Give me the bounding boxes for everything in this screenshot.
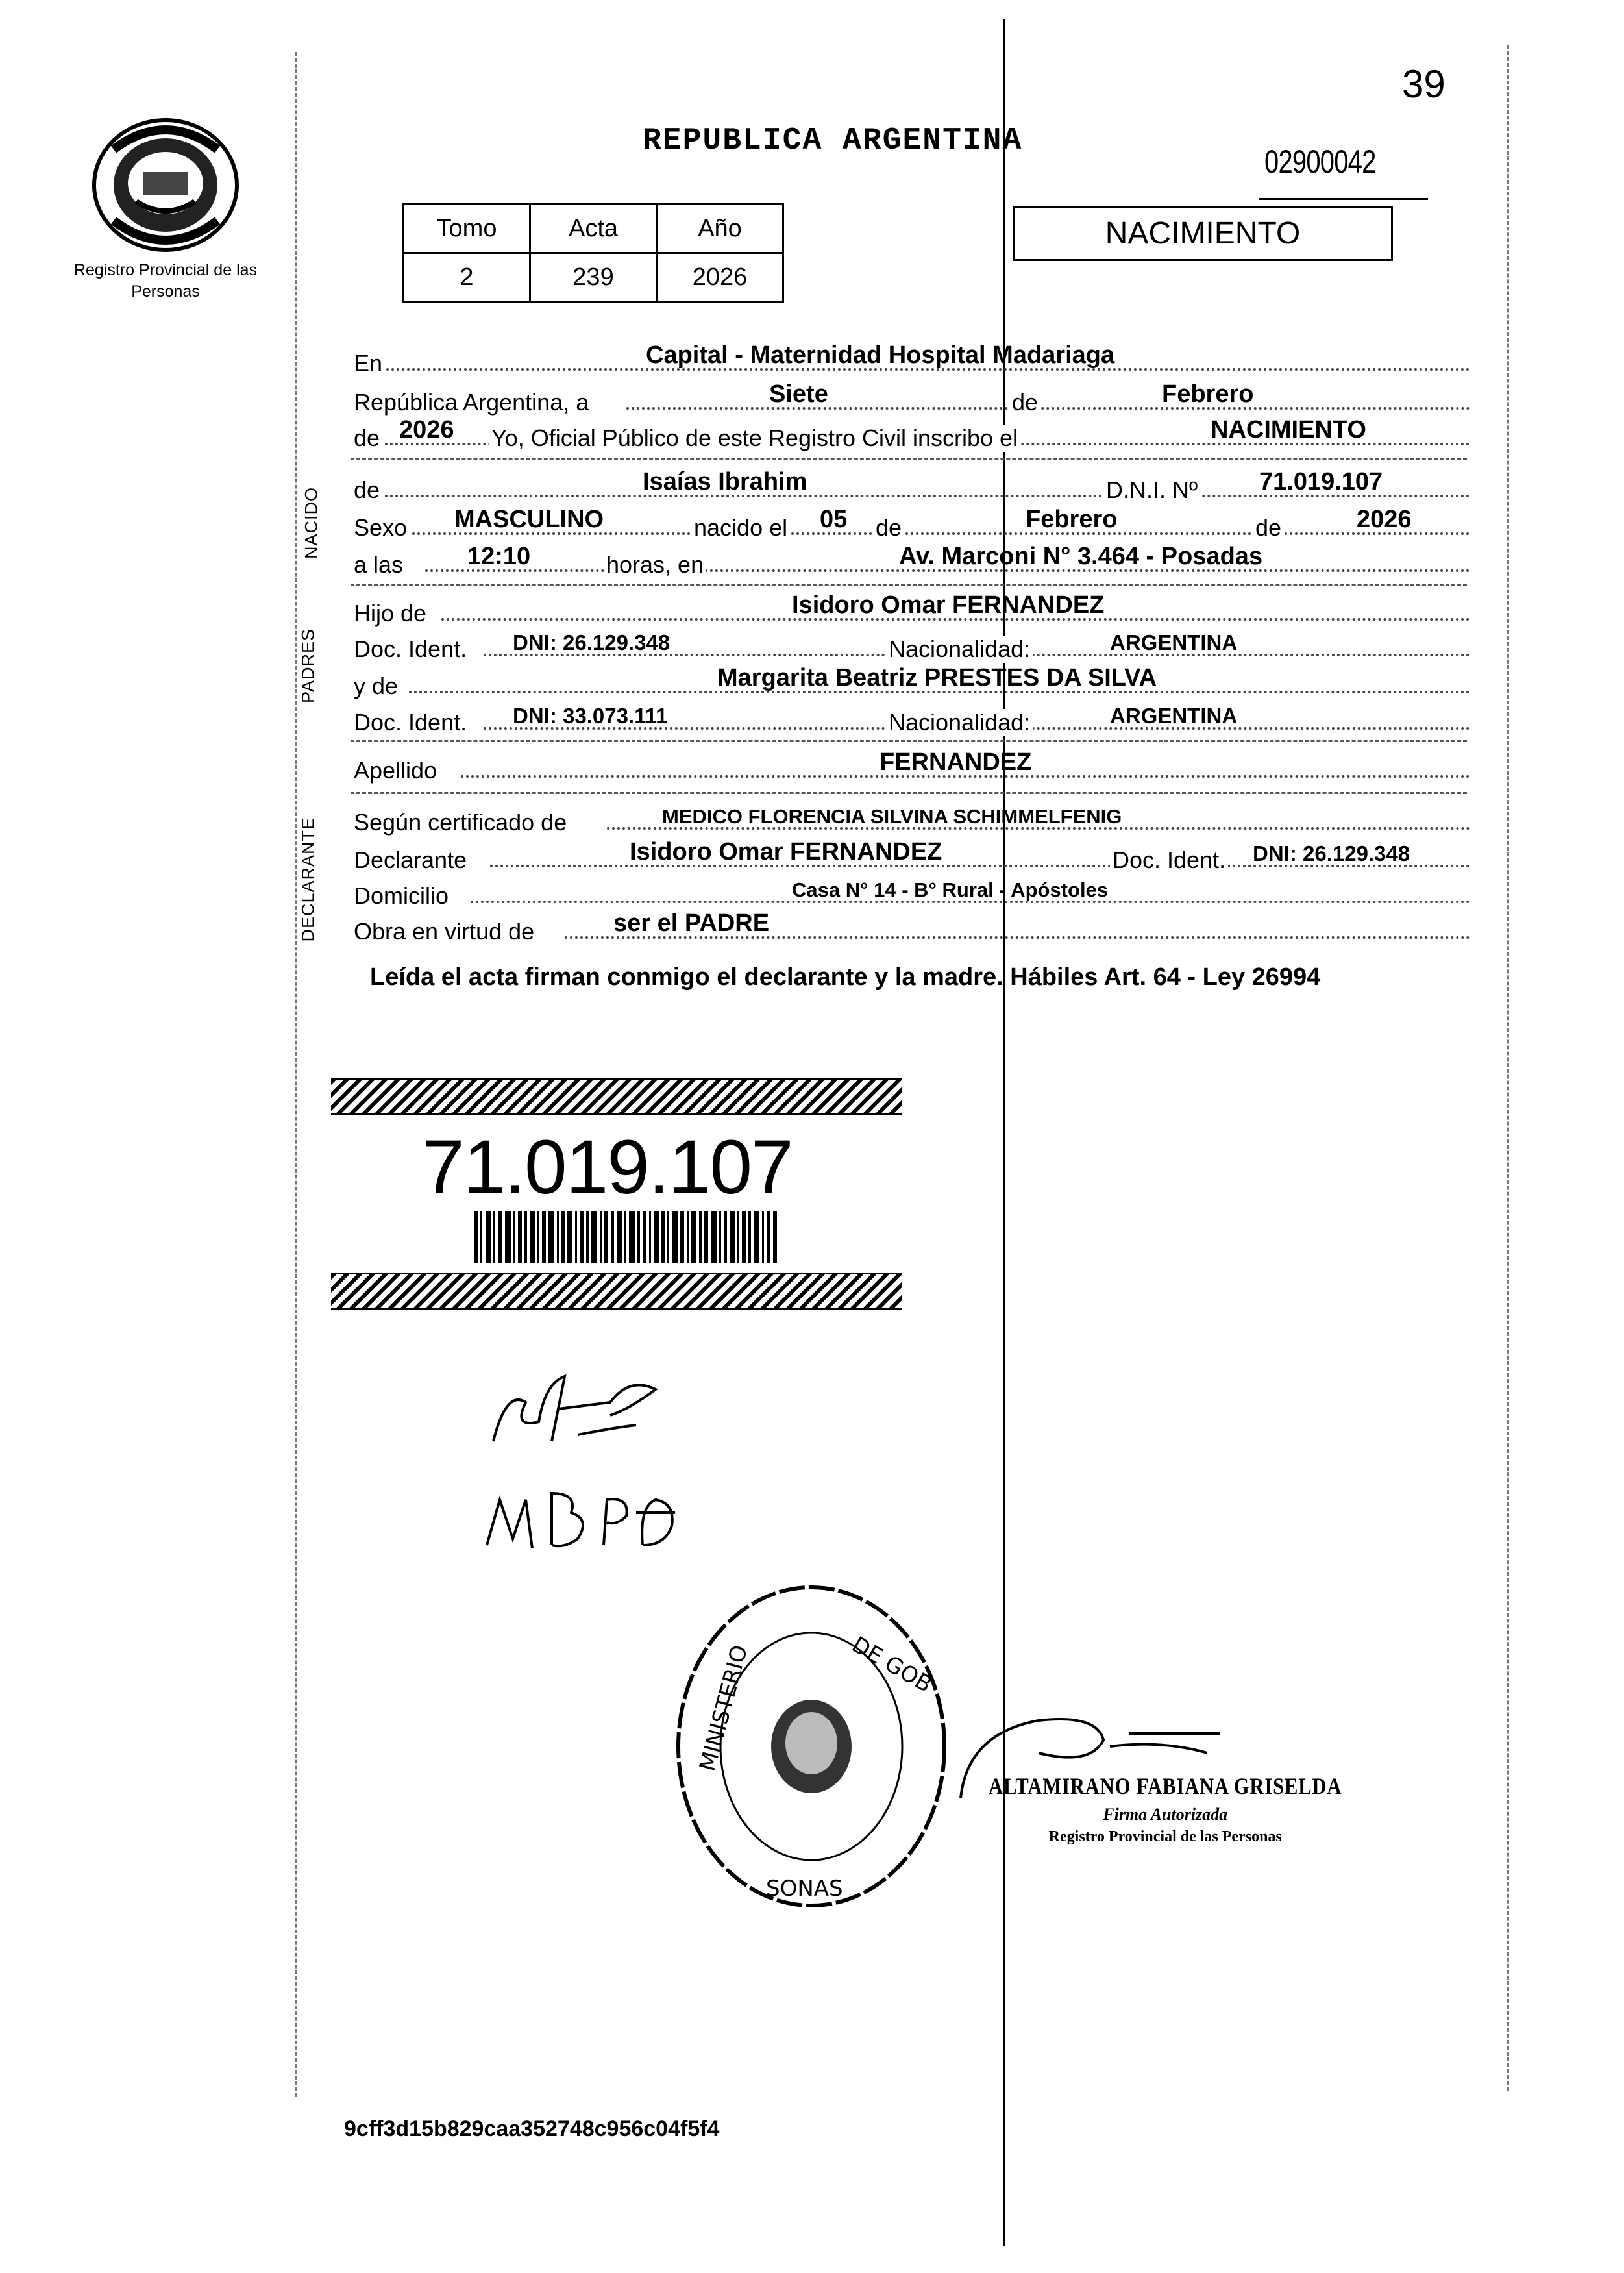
row-mother xyxy=(354,664,1470,701)
value-address: Av. Marconi N° 3.464 - Posadas xyxy=(899,543,1263,570)
row-mother-doc xyxy=(354,700,1470,738)
label-yo: Yo, Oficial Público de este Registro Civil inscribo el xyxy=(489,425,1020,452)
label-domicilio: Domicilio xyxy=(354,882,451,910)
label-de3: de xyxy=(1253,514,1284,541)
label-declarante: Declarante xyxy=(354,847,469,874)
separator-1 xyxy=(351,458,1467,460)
label-de: de xyxy=(1009,389,1040,416)
value-birth-year: 2026 xyxy=(1357,506,1412,533)
value-act: NACIMIENTO xyxy=(1211,416,1366,443)
page-title: REPUBLICA ARGENTINA xyxy=(643,123,1023,158)
value-place: Capital - Maternidad Hospital Madariaga xyxy=(646,342,1115,369)
label-dni: D.N.I. Nº xyxy=(1103,477,1200,504)
row-year xyxy=(354,416,1470,453)
svg-text:DE GOB: DE GOB xyxy=(847,1632,937,1698)
label-apellido: Apellido xyxy=(354,757,439,784)
label-en: En xyxy=(354,350,385,377)
value-by-virtue: ser el PADRE xyxy=(613,910,770,937)
value-domicile: Casa N° 14 - B° Rural - Apóstoles xyxy=(792,878,1109,901)
row-father-doc xyxy=(354,627,1470,664)
label-de2: de xyxy=(873,514,904,541)
row-place xyxy=(354,341,1470,379)
value-time: 12:10 xyxy=(467,543,531,570)
value-day-word: Siete xyxy=(769,380,828,408)
row-declarant xyxy=(354,838,1470,875)
value-father: Isidoro Omar FERNANDEZ xyxy=(792,591,1105,619)
handwritten-signature xyxy=(480,1363,714,1454)
value-month: Febrero xyxy=(1162,380,1254,408)
label-hijo-de: Hijo de xyxy=(354,600,429,627)
value-declarant: Isidoro Omar FERNANDEZ xyxy=(630,838,942,865)
official-org: Registro Provincial de las Personas xyxy=(1048,1828,1282,1845)
official-stamp-text xyxy=(957,1772,1373,1846)
registry-table xyxy=(402,203,784,303)
tomo-value: 2 xyxy=(404,253,530,302)
barcode xyxy=(474,1211,779,1263)
legal-footnote: Leída el acta firman conmigo el declarante y la madre. Hábiles Art. 64 - Ley 26994 xyxy=(370,963,1321,991)
acta-value: 239 xyxy=(530,253,657,302)
document-hash: 9cff3d15b829caa352748c956c04f5f4 xyxy=(344,2117,720,2141)
official-name: ALTAMIRANO FABIANA GRISELDA xyxy=(989,1773,1342,1799)
dni-number-large: 71.019.107 xyxy=(422,1124,793,1210)
record-type-box: NACIMIENTO xyxy=(1013,206,1393,261)
section-declarante: DECLARANTE xyxy=(298,817,318,942)
value-year: 2026 xyxy=(399,416,454,443)
label-doc-ident2: Doc. Ident. xyxy=(354,709,469,736)
serial-number: 02900042 xyxy=(1264,143,1376,180)
anio-header: Año xyxy=(657,205,783,253)
label-obra: Obra en virtud de xyxy=(354,918,537,945)
label-sexo: Sexo xyxy=(354,514,410,541)
label-segun: Según certificado de xyxy=(354,809,569,836)
value-mother-nat: ARGENTINA xyxy=(1110,704,1238,728)
separator-2 xyxy=(351,584,1467,586)
row-certificate xyxy=(354,800,1470,838)
separator-4 xyxy=(351,792,1467,794)
value-sex: MASCULINO xyxy=(454,506,604,533)
row-surname xyxy=(354,748,1470,786)
label-de-year: de xyxy=(354,425,382,452)
separator-3 xyxy=(351,740,1467,742)
serial-underline xyxy=(1259,198,1428,200)
label-de-name: de xyxy=(354,477,382,504)
left-margin-line xyxy=(295,52,297,2097)
section-nacido: NACIDO xyxy=(301,487,321,560)
value-surname: FERNANDEZ xyxy=(880,749,1032,776)
registry-caption: Registro Provincial de las Personas xyxy=(73,261,258,301)
value-father-doc: DNI: 26.129.348 xyxy=(513,630,671,654)
label-nacionalidad: Nacionalidad: xyxy=(886,636,1033,663)
value-declarant-doc: DNI: 26.129.348 xyxy=(1253,841,1410,865)
row-domicile xyxy=(354,873,1470,911)
row-time xyxy=(354,542,1470,580)
label-a-las: a las xyxy=(354,551,406,578)
svg-text:MINISTERIO: MINISTERIO xyxy=(695,1642,754,1774)
section-padres: PADRES xyxy=(298,628,318,704)
value-birth-month: Febrero xyxy=(1026,506,1118,533)
value-mother: Margarita Beatriz PRESTES DA SILVA xyxy=(717,664,1157,691)
value-name: Isaías Ibrahim xyxy=(643,468,807,495)
row-name xyxy=(354,467,1470,505)
handwritten-initials xyxy=(480,1474,688,1558)
label-doc-ident3: Doc. Ident. xyxy=(1110,847,1228,874)
dni-barcode-block xyxy=(331,1078,902,1324)
value-father-nat: ARGENTINA xyxy=(1110,630,1238,654)
acta-header: Acta xyxy=(530,205,657,253)
value-dni: 71.019.107 xyxy=(1259,468,1383,495)
official-role: Firma Autorizada xyxy=(1103,1805,1228,1824)
svg-text:SONAS: SONAS xyxy=(766,1876,843,1902)
value-certificate: MEDICO FLORENCIA SILVINA SCHIMMELFENIG xyxy=(662,805,1122,828)
decorative-band-top xyxy=(331,1078,902,1115)
label-horas-en: horas, en xyxy=(604,551,706,578)
row-date xyxy=(354,380,1470,417)
right-margin-line xyxy=(1507,45,1509,2091)
decorative-band-bottom xyxy=(331,1273,902,1310)
page-number: 39 xyxy=(1402,62,1446,106)
row-sex xyxy=(354,505,1470,543)
label-nacido-el: nacido el xyxy=(691,514,790,541)
tomo-header: Tomo xyxy=(404,205,530,253)
label-nacionalidad2: Nacionalidad: xyxy=(886,709,1033,736)
official-seal xyxy=(669,1578,961,1915)
anio-value: 2026 xyxy=(657,253,783,302)
row-by-virtue xyxy=(354,909,1470,947)
label-republica: República Argentina, a xyxy=(354,389,591,416)
value-birth-day: 05 xyxy=(820,506,848,533)
label-y-de: y de xyxy=(354,673,400,700)
row-father xyxy=(354,591,1470,628)
value-mother-doc: DNI: 33.073.111 xyxy=(513,704,668,728)
label-doc-ident: Doc. Ident. xyxy=(354,636,469,663)
